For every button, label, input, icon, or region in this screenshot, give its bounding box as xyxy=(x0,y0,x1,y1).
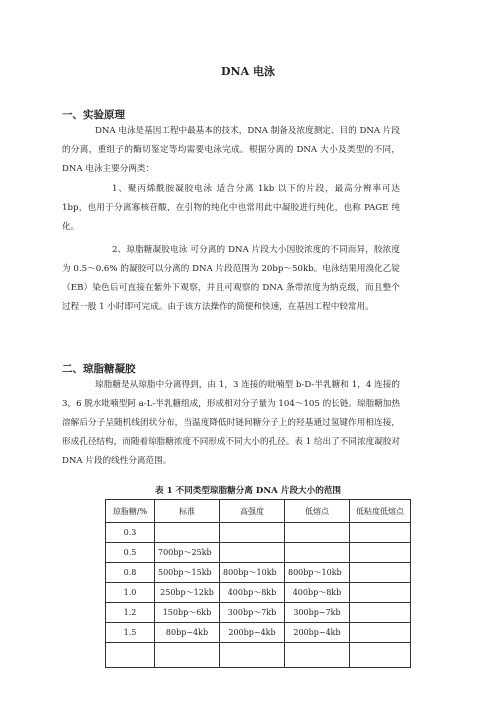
cell-low-melting: 300bp~7kb xyxy=(285,603,350,623)
header-high-strength: 高强度 xyxy=(220,500,285,523)
cell-concentration: 0.5 xyxy=(106,543,155,563)
paragraph-page xyxy=(62,180,400,237)
cell-standard: 700bp～25kb xyxy=(155,543,220,563)
cell-high-strength xyxy=(220,523,285,543)
cell-low-melting: 200bp~4kb xyxy=(285,623,350,643)
cell-high-strength: 400bp～8kb xyxy=(220,583,285,603)
cell-low-melting: 800bp～10kb xyxy=(285,563,350,583)
cell-high-strength: 300bp～7kb xyxy=(220,603,285,623)
cell-low-melting: 400bp～8kb xyxy=(285,583,350,603)
table-caption: 表 1 不同类型琼脂糖分离 DNA 片段大小的范围 xyxy=(154,486,342,496)
cell-standard: 150bp～6kb xyxy=(155,603,220,623)
cell-low-melting xyxy=(285,523,350,543)
cell-low-viscosity xyxy=(350,523,411,543)
separation-range-table xyxy=(105,499,411,668)
table-row xyxy=(106,583,411,603)
cell-standard: 250bp～12kb xyxy=(155,583,220,603)
cell-high-strength xyxy=(220,543,285,563)
cell-low-viscosity xyxy=(350,623,411,643)
cell-concentration: 0.3 xyxy=(106,523,155,543)
cell-low-viscosity xyxy=(350,563,411,583)
header-standard: 标准 xyxy=(155,500,220,523)
paragraph-agarose-text: 2、琼脂糖凝胶电泳 可分离的 DNA 片段大小因胶浓度的不同而异，胶浓度为 0.5～0.6% 的凝胶可以分离的 DNA 片段范围为 20bp～50kb。电泳结果用溴化乙锭（EB）染色后可直接在紫外下观察，并且可观察的 DNA 条带浓度为纳克级，而且整个过程一般 1 小时即可完成。由于该方法操作的简便和快速，在基因工程中较常用。 xyxy=(62,245,400,312)
cell-high-strength: 200bp~4kb xyxy=(220,623,285,643)
spacer-cell xyxy=(285,643,350,668)
section-heading-agarose: 二、琼脂糖凝胶 xyxy=(62,363,136,375)
cell-standard: 80bp~4kb xyxy=(155,623,220,643)
cell-standard xyxy=(155,523,220,543)
cell-concentration: 1.5 xyxy=(106,623,155,643)
cell-concentration: 1.2 xyxy=(106,603,155,623)
spacer-cell xyxy=(155,643,220,668)
header-concentration: 琼脂糖/% xyxy=(106,500,155,523)
paragraph-agarose xyxy=(62,241,400,317)
table-row xyxy=(106,543,411,563)
cell-low-viscosity xyxy=(350,603,411,623)
section-heading-principle: 一、实验原理 xyxy=(62,109,125,121)
spacer-cell xyxy=(106,643,155,668)
header-low-melting: 低熔点 xyxy=(285,500,350,523)
page-title: DNA 电泳 xyxy=(221,65,275,78)
spacer-cell xyxy=(220,643,285,668)
table-row xyxy=(106,563,411,583)
cell-concentration: 0.8 xyxy=(106,563,155,583)
table-header-row xyxy=(106,500,411,523)
cell-low-melting xyxy=(285,543,350,563)
paragraph-intro xyxy=(62,122,400,179)
paragraph-page-text: 1、聚丙烯酰胺凝胶电泳 适合分离 1kb 以下的片段，最高分辨率可达 1bp，也用于分离寡核苷酸，在引物的纯化中也常用此中凝胶进行纯化，也称 PAGE 纯化。 xyxy=(62,184,400,232)
paragraph-agarose-gel xyxy=(62,376,400,471)
paragraph-agarose-gel-text: 琼脂糖是从琼脂中分离得到，由 1，3 连接的吡喃型 b-D-半乳糖和 1，4 连接的 3，6 脱水吡喃型阿 a-L-半乳糖组成，形成相对分子量为 104～105 的长链。琼脂糖加热溶解后分子呈随机线团状分布，当温度降低时链间糖分子上的羟基通过氢键作用相连接，形成孔径结构，而随着琼脂糖浓度不同形成不同大小的孔径。表 1 给出了不同浓度凝胶对 DNA 片段的线性分离范围。 xyxy=(62,380,400,466)
cell-standard: 500bp～15kb xyxy=(155,563,220,583)
cell-low-viscosity xyxy=(350,583,411,603)
table-footer-spacer xyxy=(106,643,411,668)
table-row xyxy=(106,523,411,543)
cell-concentration: 1.0 xyxy=(106,583,155,603)
cell-high-strength: 800bp～10kb xyxy=(220,563,285,583)
spacer-cell xyxy=(350,643,411,668)
paragraph-intro-text: DNA 电泳是基因工程中最基本的技术，DNA 制备及浓度测定、目的 DNA 片段的分离，重组子的酶切鉴定等均需要电泳完成。根据分离的 DNA 大小及类型的不同，DNA 电泳主要分两类： xyxy=(62,126,400,174)
cell-low-viscosity xyxy=(350,543,411,563)
header-low-viscosity: 低粘度低熔点 xyxy=(350,500,411,523)
table-row xyxy=(106,623,411,643)
table-row xyxy=(106,603,411,623)
